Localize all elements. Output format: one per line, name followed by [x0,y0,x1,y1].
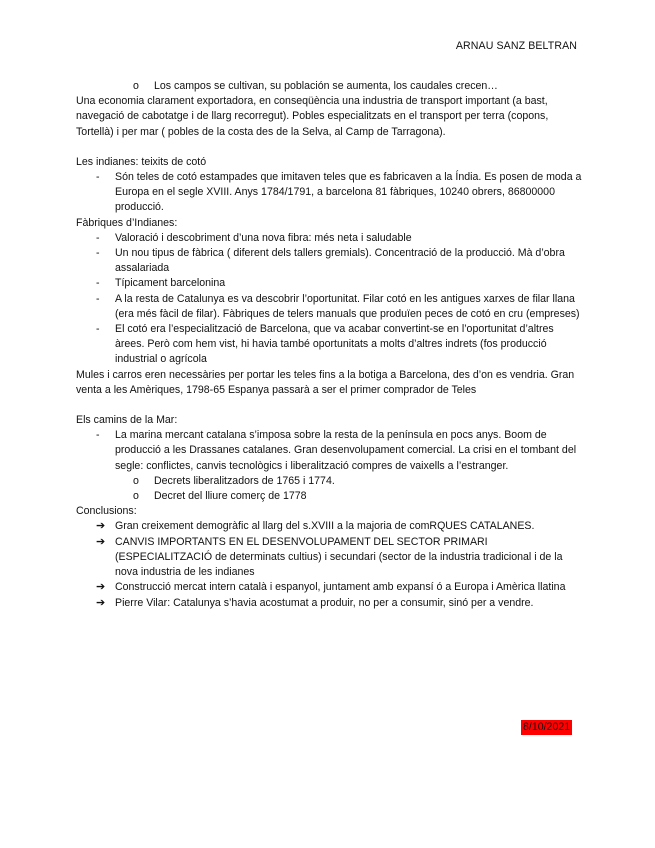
dash-bullet-icon: - [96,429,100,442]
fabriques-item-text: A la resta de Catalunya es va descobrir l’oportunitat. Filar cotó en les antigues xarxes de filar llana (era més fàcil de filar). Fàbriques de telers manuals que produïen peces de cotó en cru (empreses) [115,292,580,320]
fabriques-item [76,246,584,276]
intro-paragraph: Una economia clarament exportadora, en conseqüència una industria de transport important (a bast, navegació de cabotatge i de llarg recorregut). Pobles especialitzats en el transport per terra (copons, Tortellà) i per mar ( pobles de la costa des de la Selva, al Camp de Tarragona). [76,95,549,138]
conclusions-item [76,596,584,611]
conclusions-item-text: CANVIS IMPORTANTS EN EL DESENVOLUPAMENT DEL SECTOR PRIMARI (ESPECIALITZACIÓ de determinats cultius) i secundari (sector de la industria tradicional i de la nova industria de les indianes [115,535,563,579]
arrow-bullet-icon: ➔ [96,520,106,533]
arrow-bullet-icon: ➔ [96,535,106,548]
camins-subitem [76,474,584,489]
conclusions-heading: Conclusions: [76,505,137,518]
camins-heading: Els camins de la Mar: [76,414,178,427]
fabriques-heading: Fàbriques d’Indianes: [76,216,178,229]
camins-item [76,428,584,474]
fabriques-item-text: Un nou tipus de fàbrica ( diferent dels tallers gremials). Concentració de la producció. Mà d’obra assalariada [115,247,565,275]
conclusions-item [76,519,584,534]
dash-bullet-icon: - [96,323,100,336]
quote-text: Los campos se cultivan, su población se aumenta, los caudales crecen… [154,80,498,92]
camins-subitem [76,489,584,504]
indianes-item [76,170,584,216]
conclusions-item [76,535,584,581]
conclusions-item-text: Pierre Vilar: Catalunya s’havia acostumat a produir, no per a consumir, sinó per a vendre. [115,596,534,609]
indianes-item-text: Són teles de cotó estampades que imitaven teles que es fabricaven a la Índia. Es posen de moda a Europa en el segle XVIII. Anys 1784/1791, a barcelona 81 fàbriques, 10240 obrers, 86800000 producció. [115,171,582,214]
fabriques-item-text: El cotó era l’especialització de Barcelona, que va acabar convertint-se en l’oportunitat d’altres àrees. Però com hem vist, hi havia també oportunitats a molts d’altres indrets (fos producció industrial o agrícola [115,323,554,366]
dash-bullet-icon: - [96,231,100,244]
conclusions-item-text: Gran creixement demogràfic al llarg del s.XVIII a la majoria de comRQUES CATALANES. [115,520,535,533]
fabriques-item [76,322,584,368]
camins-subitem-text: Decret del lliure comerç de 1778 [154,490,307,503]
fabriques-item [76,231,584,246]
quote-bullet-item [76,79,584,94]
indianes-heading: Les indianes: teixits de cotó [76,155,207,168]
conclusions-item-text: Construcció mercat intern català i espanyol, juntament amb expansí ó a Europa i Amèrica llatina [115,581,566,594]
document-body [76,79,584,611]
dash-bullet-icon: - [96,292,100,305]
conclusions-item [76,580,584,595]
fabriques-item-text: Típicament barcelonina [115,277,226,290]
fabriques-item-text: Valoració i descobriment d’una nova fibra: més neta i saludable [115,231,412,244]
camins-subitem-text: Decrets liberalitzadors de 1765 i 1774. [154,474,335,487]
fabriques-closing: Mules i carros eren necessàries per portar les teles fins a la botiga a Barcelona, des d’on es vendria. Gran venta a les Amèriques, 1798-65 Espanya passarà a ser el primer comprador de Teles [76,368,575,396]
date-highlight: 8/10/2021 [523,721,571,733]
circle-bullet-icon: o [133,474,139,487]
author-header: ARNAU SANZ BELTRAN [455,40,577,52]
fabriques-item [76,292,584,322]
circle-bullet-icon: o [133,80,139,92]
arrow-bullet-icon: ➔ [96,581,106,594]
fabriques-item [76,276,584,291]
dash-bullet-icon: - [96,171,100,184]
dash-bullet-icon: - [96,247,100,260]
arrow-bullet-icon: ➔ [96,596,106,609]
circle-bullet-icon: o [133,490,139,503]
camins-item-text: La marina mercant catalana s’imposa sobre la resta de la península en pocs anys. Boom de producció a les Drassanes catalanes. Gran desenvolupament comercial. La crisi en el tombant del segle: conflictes, canvis tecnològics i liberalització compres de vaixells a l’estranger. [115,429,577,472]
dash-bullet-icon: - [96,277,100,290]
